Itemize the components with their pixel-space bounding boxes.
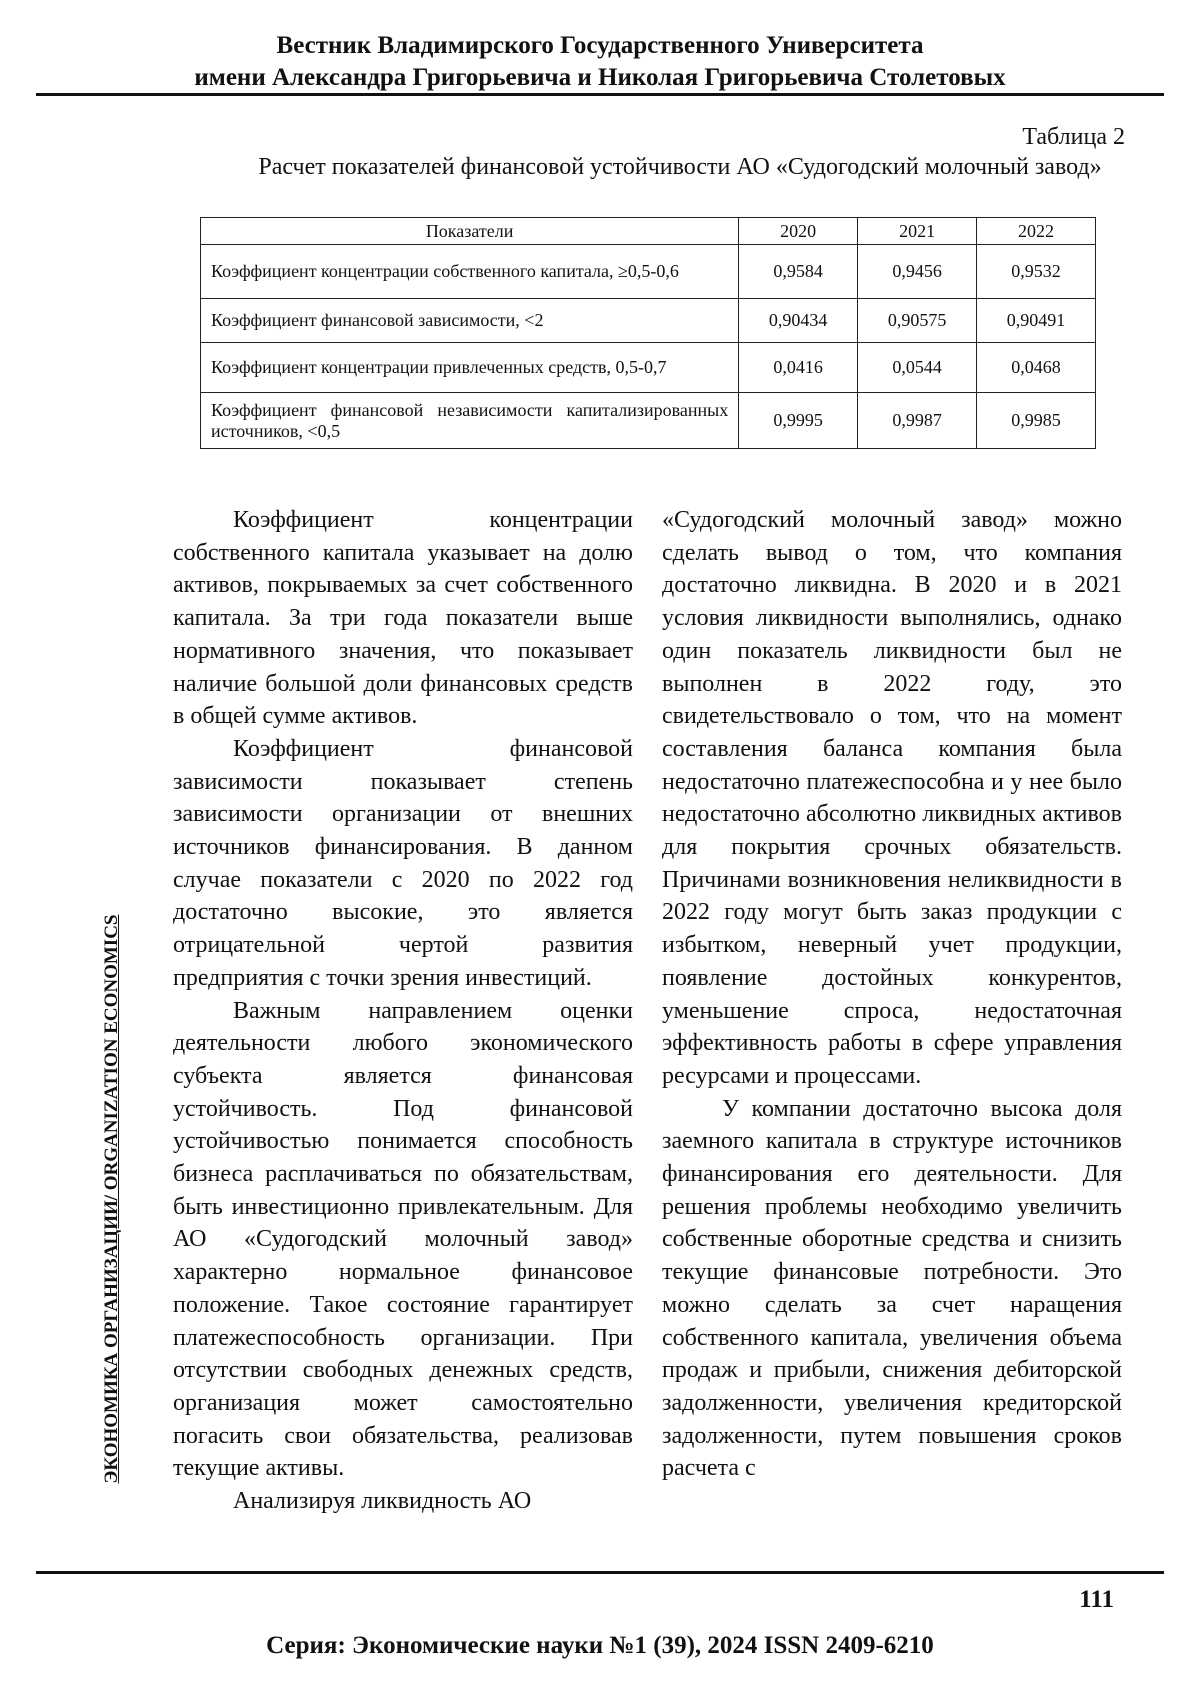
table-title: Расчет показателей финансовой устойчивости АО «Судогодский молочный завод» xyxy=(258,154,1102,180)
table-row xyxy=(201,343,1096,393)
row-value-2020: 0,90434 xyxy=(739,299,858,343)
table-row xyxy=(201,393,1096,449)
header-rule xyxy=(36,93,1164,96)
journal-header xyxy=(36,30,1164,94)
body-paragraph: Коэффициент концентрации собственного капитала указывает на долю активов, покрываемых за счет собственного капитала. За три года показатели выше нормативного значения, что показывает наличие большой доли финансовых средств в общей сумме активов. xyxy=(173,507,633,730)
journal-title-line1: Вестник Владимирского Государственного Университета xyxy=(276,32,924,59)
header-2020: 2020 xyxy=(739,218,858,245)
journal-title-line2: имени Александра Григорьевича и Николая Григорьевича Столетовых xyxy=(194,64,1006,91)
body-paragraph: Анализируя ликвидность АО xyxy=(233,1488,532,1515)
header-indicators: Показатели xyxy=(201,218,739,245)
header-2021: 2021 xyxy=(858,218,977,245)
body-paragraph: Важным направлением оценки деятельности любого экономического субъекта является финансовая устойчивость. Под финансовой устойчивостью понимается способность бизнеса расплачиваться по обязательствам, быть инвестиционно привлекательным. Для АО «Судогодский молочный завод» характерно нормальное финансовое положение. Такое состояние гарантирует платежеспособность организации. При отсутствии свободных денежных средств, организация может самостоятельно погасить свои обязательства, реализовав текущие активы. xyxy=(173,997,633,1482)
financial-stability-table xyxy=(200,217,1096,449)
row-value-2021: 0,0544 xyxy=(858,343,977,393)
row-value-2022: 0,90491 xyxy=(977,299,1096,343)
table-header-row xyxy=(201,218,1096,245)
body-paragraph: У компании достаточно высока доля заемного капитала в структуре источников финансирования его деятельности. Для решения проблемы необходимо увеличить собственные оборотные средства и снизить текущие финансовые потребности. Это можно сделать за счет наращения собственного капитала, увеличения объема продаж и прибыли, снижения дебиторской задолженности, увеличения кредиторской задолженности, путем повышения сроков расчета с xyxy=(662,1095,1122,1482)
row-value-2022: 0,9985 xyxy=(977,393,1096,449)
table-row xyxy=(201,245,1096,299)
row-value-2021: 0,9456 xyxy=(858,245,977,299)
section-side-label-text: ЭКОНОМИКА ОРГАНИЗАЦИИ/ ORGANIZATION ECONOMICS xyxy=(101,914,122,1484)
body-paragraph: «Судогодский молочный завод» можно сделать вывод о том, что компания достаточно ликвидна. В 2020 и в 2021 условия ликвидности выполнялись, однако один показатель ликвидности был не выполнен в 2022 году, это свидетельствовало о том, что на момент составления баланса компания была недостаточно платежеспособна и у нее было недостаточно абсолютно ликвидных активов для покрытия срочных обязательств. Причинами возникновения неликвидности в 2022 году могут быть заказ продукции с избытком, неверный учет продукции, появление достойных конкурентов, уменьшение спроса, недостаточная эффективность работы в сфере управления ресурсами и процессами. xyxy=(662,507,1122,1089)
row-value-2021: 0,9987 xyxy=(858,393,977,449)
page-number: 111 xyxy=(1079,1586,1114,1613)
row-indicator: Коэффициент финансовой зависимости, <2 xyxy=(201,299,739,343)
row-indicator: Коэффициент концентрации привлеченных средств, 0,5-0,7 xyxy=(201,343,739,393)
series-footer: Серия: Экономические науки №1 (39), 2024 ISSN 2409-6210 xyxy=(266,1632,934,1659)
table-row xyxy=(201,299,1096,343)
row-value-2022: 0,9532 xyxy=(977,245,1096,299)
table-number: Таблица 2 xyxy=(1022,124,1125,150)
body-paragraph: Коэффициент финансовой зависимости показывает степень зависимости организации от внешних источников финансирования. В данном случае показатели с 2020 по 2022 год достаточно высокие, это является отрицательной чертой развития предприятия с точки зрения инвестиций. xyxy=(173,735,633,991)
row-value-2020: 0,9584 xyxy=(739,245,858,299)
footer-rule xyxy=(36,1571,1164,1574)
row-indicator: Коэффициент концентрации собственного капитала, ≥0,5-0,6 xyxy=(201,245,739,299)
body-column-left xyxy=(173,504,633,1518)
row-value-2020: 0,0416 xyxy=(739,343,858,393)
row-value-2021: 0,90575 xyxy=(858,299,977,343)
body-column-right xyxy=(662,504,1122,1485)
row-value-2020: 0,9995 xyxy=(739,393,858,449)
row-indicator: Коэффициент финансовой независимости капитализированных источников, <0,5 xyxy=(201,393,739,449)
header-2022: 2022 xyxy=(977,218,1096,245)
row-value-2022: 0,0468 xyxy=(977,343,1096,393)
